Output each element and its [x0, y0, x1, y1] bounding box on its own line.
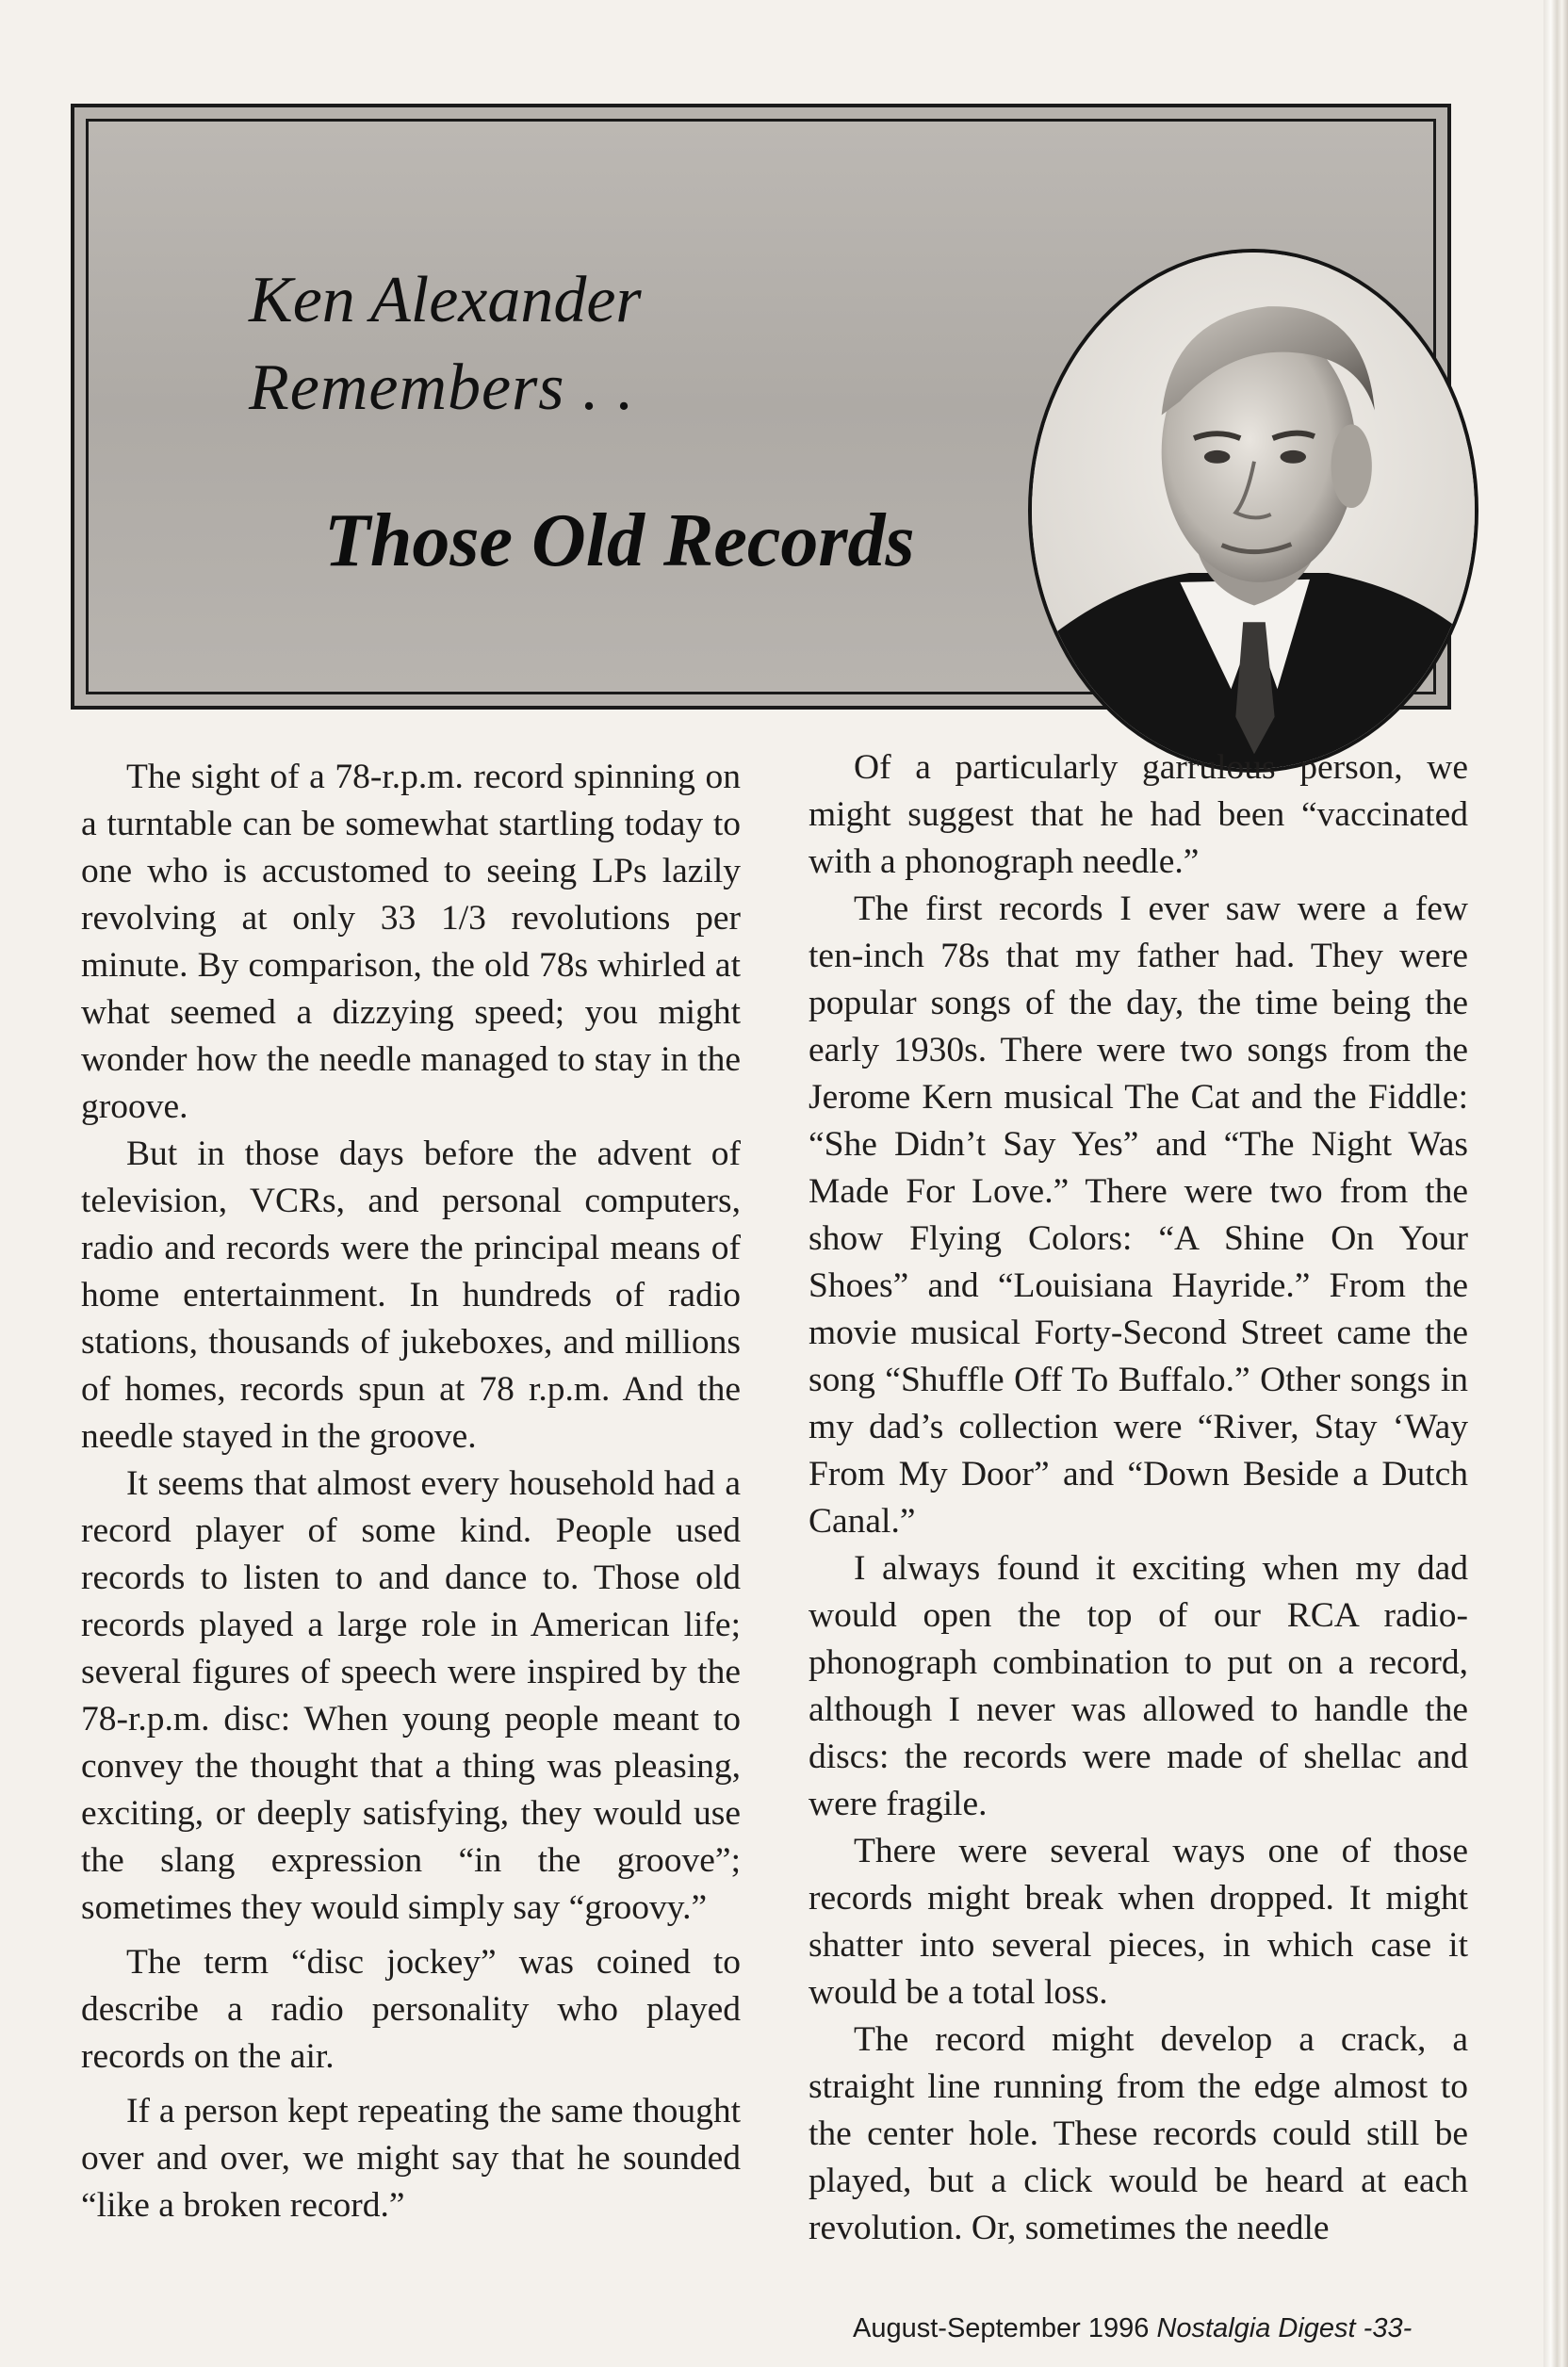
left-paragraph-1: The sight of a 78-r.p.m. record spinning on a turntable can be somewhat startling today to one who is accustomed to seeing LPs lazily revolving at only 33 1/3 revolutions per minute. By comparison, the old 78s whirled at what seemed a dizzying speed; you might wonder how the needle managed to stay in the groove. — [81, 758, 741, 1126]
title-banner — [71, 104, 1451, 710]
title-line-2: Remembers . . — [249, 351, 635, 424]
footer-magazine: Nostalgia Digest — [1156, 2313, 1356, 2343]
portrait-photo — [1028, 249, 1478, 773]
right-paragraph-2: The first records I ever saw were a few ten-inch 78s that my father had. They were popular songs of the day, the time being the early 1930s. There were two songs from the Jerome Kern musical The Cat and the Fiddle: “She Didn’t Say Yes” and “The Night Was Made For Love.” There were two from the show Flying Colors: “A Shine On Your Shoes” and “Louisiana Hayride.” From the movie musical Forty-Second Street came the song “Shuffle Off To Buffalo.” Other songs in my dad’s collection were “River, Stay ‘Way From My Door” and “Down Beside a Dutch Canal.” — [808, 890, 1468, 1541]
right-paragraph-3: I always found it exciting when my dad would open the top of our RCA radio-phonograph combination to put on a record, although I never was allowed to handle the discs: the records were made of shellac and were fragile. — [808, 1549, 1468, 1823]
right-paragraph-5: The record might develop a crack, a straight line running from the edge almost to the center hole. These records could still be played, but a click would be heard at each revolution. Or, sometimes the needle — [808, 2020, 1468, 2247]
footer-date: August-September 1996 — [853, 2313, 1150, 2343]
page-footer — [853, 2313, 1412, 2344]
page-edge — [1544, 0, 1568, 2367]
title-line-1: Ken Alexander — [249, 264, 642, 336]
left-paragraph-3: It seems that almost every household had a record player of some kind. People used records to listen to and dance to. Those old records played a large role in American life; several figures of speech were inspired by the 78-r.p.m. disc: When young people meant to convey the thought that a thing was pleasing, exciting, or deeply satisfying, they would use the slang expression “in the groove”; sometimes they would simply say “groovy.” — [81, 1464, 741, 1927]
left-paragraph-4: The term “disc jockey” was coined to describe a radio personality who played records on the air. — [81, 1943, 741, 2076]
portrait-illustration — [1032, 253, 1475, 769]
right-paragraph-4: There were several ways one of those records might break when dropped. It might shatter into several pieces, in which case it would be a total loss. — [808, 1832, 1468, 2012]
right-column — [808, 744, 1468, 2252]
right-paragraph-1: Of a particularly garrulous person, we might suggest that he had been “vaccinated with a phonograph needle.” — [808, 748, 1468, 881]
left-paragraph-5: If a person kept repeating the same thought over and over, we might say that he sounded “like a broken record.” — [81, 2092, 741, 2225]
left-paragraph-2: But in those days before the advent of television, VCRs, and personal computers, radio and records were the principal means of home entertainment. In hundreds of radio stations, thousands of jukeboxes, and millions of homes, records spun at 78 r.p.m. And the needle stayed in the groove. — [81, 1135, 741, 1456]
footer-page-number: -33- — [1363, 2313, 1413, 2343]
title-line-3: Those Old Records — [324, 499, 915, 582]
left-column — [81, 754, 741, 2229]
